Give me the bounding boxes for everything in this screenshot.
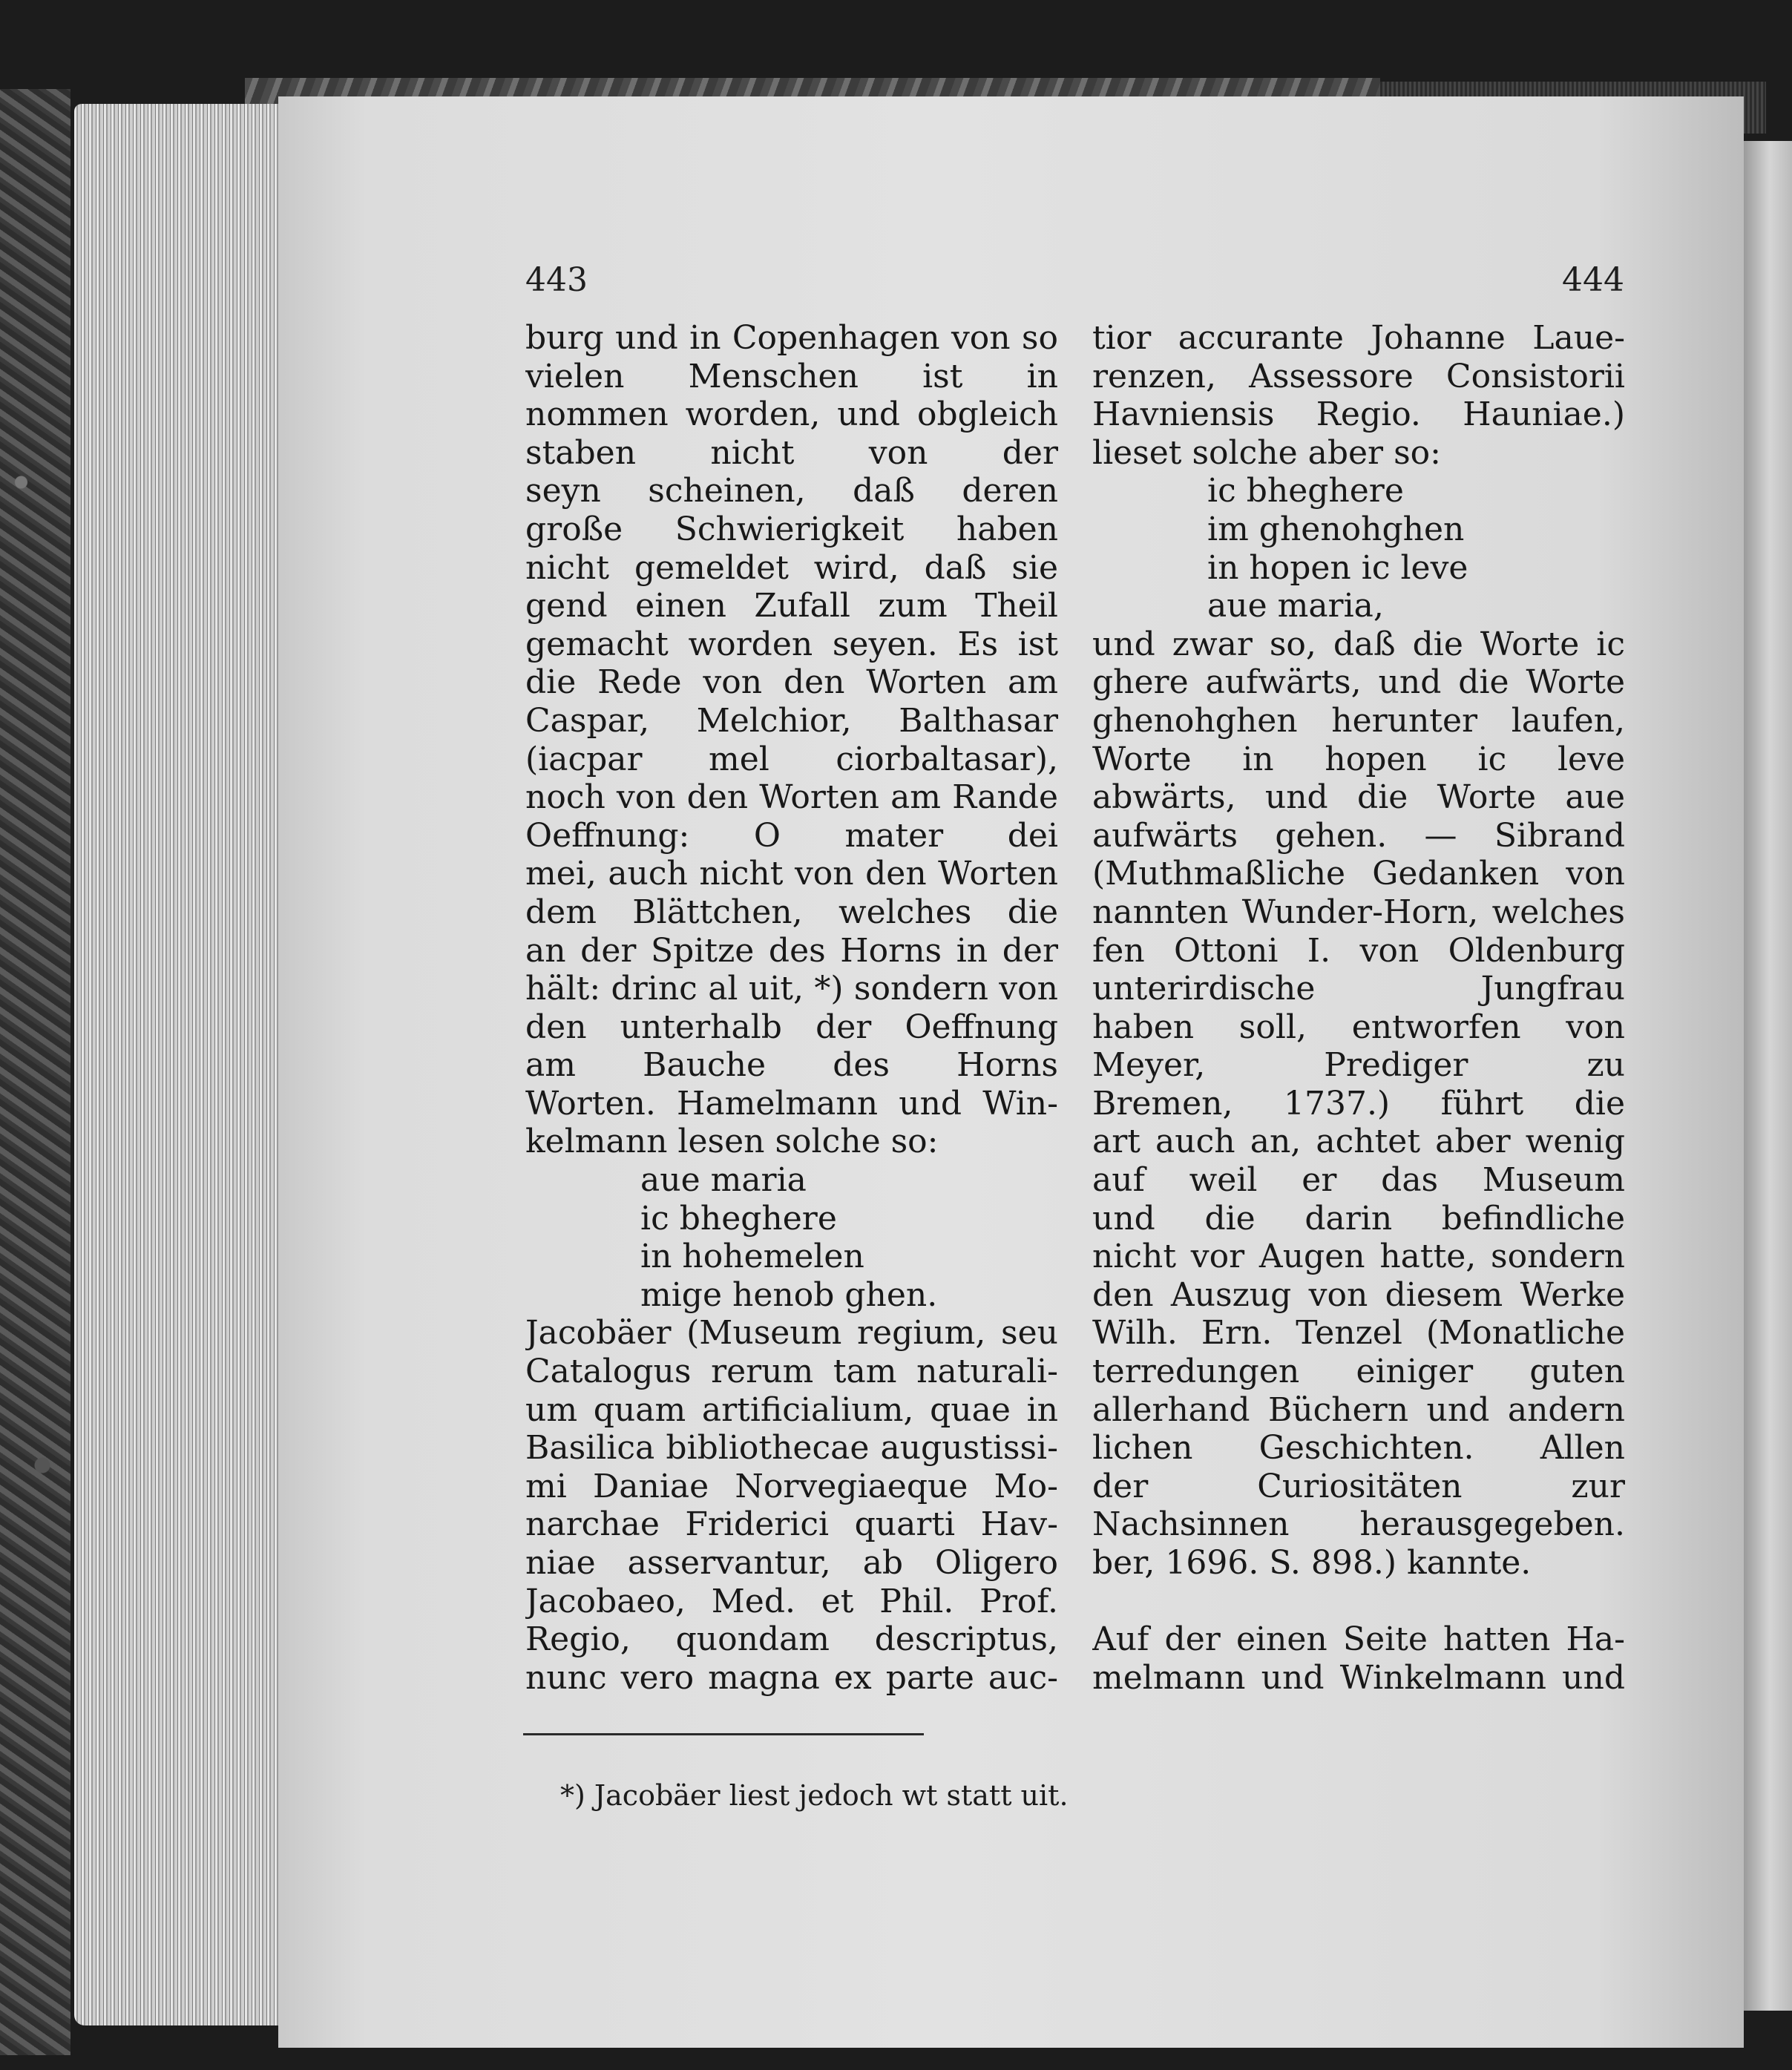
text-line: am Bauche des Horns — [525, 1046, 1058, 1085]
text-line: (iacpar mel ciorbaltasar), — [525, 740, 1058, 778]
text-line: nannten Wunder-Horn, welches — [1092, 893, 1625, 931]
text-line: Havniensis Regio. Hauniae.) — [1092, 395, 1625, 434]
text-line: nicht gemeldet wird, daß sie — [525, 548, 1058, 587]
text-line: Nachsinnen herausgegeben. — [1092, 1505, 1625, 1544]
text-line: die Rede von den Worten am — [525, 663, 1058, 702]
verse-line: ic bheghere — [640, 1199, 837, 1238]
text-line: dem Blättchen, welches die — [525, 893, 1058, 931]
text-line: mei, auch nicht von den Worten — [525, 855, 1058, 893]
text-line: kelmann lesen solche so: — [525, 1123, 939, 1161]
text-line: abwärts, und die Worte aue — [1092, 778, 1625, 817]
text-line: große Schwierigkeit haben — [525, 510, 1058, 548]
text-line: haben soll, entworfen von — [1092, 1008, 1625, 1046]
verse-line: in hohemelen — [640, 1238, 864, 1276]
text-line: staben nicht von der — [525, 433, 1058, 472]
text-line: ghenohghen herunter laufen, — [1092, 701, 1625, 740]
verse-line: ic bheghere — [1207, 472, 1404, 510]
text-line: Catalogus rerum tam naturali- — [525, 1353, 1058, 1391]
text-line: der Curiositäten zur — [1092, 1467, 1625, 1505]
text-line: terredungen einiger guten — [1092, 1353, 1625, 1391]
verse-line: aue maria, — [1207, 587, 1384, 625]
text-line: Auf der einen Seite hatten Ha- — [1092, 1620, 1625, 1659]
text-line: an der Spitze des Horns in der — [525, 931, 1058, 970]
blank-line — [1092, 1583, 1625, 1621]
text-line: ghere aufwärts, und die Worte — [1092, 663, 1625, 702]
text-line: vielen Menschen ist in — [525, 357, 1058, 395]
text-line: Jacobäer (Museum regium, seu — [525, 1314, 1058, 1353]
left-page-number: 443 — [525, 261, 588, 299]
text-line: Worten. Hamelmann und Win- — [525, 1084, 1058, 1123]
verse-line: in hopen ic leve — [1207, 548, 1468, 587]
footnote-rule — [523, 1733, 924, 1735]
text-line: melmann und Winkelmann und — [1092, 1658, 1625, 1697]
verse-line: mige henob ghen. — [640, 1275, 938, 1314]
text-line: Caspar, Melchior, Balthasar — [525, 701, 1058, 740]
footnote: *) Jacobäer liest jedoch wt statt uit. — [560, 1779, 1069, 1812]
text-line: Oeffnung: O mater dei — [525, 816, 1058, 855]
text-line: seyn scheinen, daß deren — [525, 472, 1058, 510]
text-line: Worte in hopen ic leve — [1092, 740, 1625, 778]
book-cover-marbled-edge — [0, 89, 70, 2055]
text-line: Bremen, 1737.) führt die — [1092, 1084, 1625, 1123]
text-line: und die darin befindliche — [1092, 1199, 1625, 1238]
text-line: tior accurante Johanne Laue- — [1092, 319, 1625, 357]
text-line: aufwärts gehen. — Sibrand — [1092, 816, 1625, 855]
text-line: Jacobaeo, Med. et Phil. Prof. — [525, 1582, 1058, 1620]
text-line: allerhand Büchern und andern — [1092, 1390, 1625, 1429]
text-line: hält: drinc al uit, *) sondern von — [525, 970, 1058, 1008]
text-line: ber, 1696. S. 898.) kannte. — [1092, 1544, 1532, 1582]
right-column — [1092, 319, 1625, 1697]
text-line: mi Daniae Norvegiaeque Mo- — [525, 1467, 1058, 1505]
text-line: nunc vero magna ex parte auc- — [525, 1658, 1058, 1697]
text-line: um quam artificialium, quae in — [525, 1390, 1058, 1429]
text-line: (Muthmaßliche Gedanken von — [1092, 855, 1625, 893]
left-column — [525, 319, 1058, 1697]
text-line: lieset solche aber so: — [1092, 433, 1441, 472]
text-line: niae asservantur, ab Oligero — [525, 1544, 1058, 1582]
verse-line: aue maria — [640, 1161, 807, 1200]
text-line: und zwar so, daß die Worte ic — [1092, 625, 1625, 663]
text-line: Meyer, Prediger zu — [1092, 1046, 1625, 1085]
text-line: den Auszug von diesem Werke — [1092, 1275, 1625, 1314]
text-line: fen Ottoni I. von Oldenburg — [1092, 931, 1625, 970]
text-line: gend einen Zufall zum Theil — [525, 587, 1058, 625]
page-stack-edges — [74, 104, 278, 2025]
text-line: lichen Geschichten. Allen — [1092, 1429, 1625, 1468]
text-line: nommen worden, und obgleich — [525, 395, 1058, 434]
text-line: renzen, Assessore Consistorii — [1092, 357, 1625, 395]
text-line: burg und in Copenhagen von so — [525, 319, 1058, 357]
right-page-number: 444 — [1562, 261, 1624, 299]
verse-line: im ghenohghen — [1207, 510, 1465, 548]
text-line: art auch an, achtet aber wenig — [1092, 1123, 1625, 1161]
text-line: Wilh. Ern. Tenzel (Monatliche — [1092, 1314, 1625, 1353]
text-line: noch von den Worten am Rande — [525, 778, 1058, 817]
text-line: den unterhalb der Oeffnung — [525, 1008, 1058, 1046]
facing-page-edge — [1736, 141, 1792, 2011]
text-line: auf weil er das Museum — [1092, 1161, 1625, 1200]
text-line: narchae Friderici quarti Hav- — [525, 1505, 1058, 1544]
text-line: gemacht worden seyen. Es ist — [525, 625, 1058, 663]
text-line: unterirdische Jungfrau — [1092, 970, 1625, 1008]
text-line: Regio, quondam descriptus, — [525, 1620, 1058, 1659]
text-line: Basilica bibliothecae augustissi- — [525, 1429, 1058, 1468]
text-line: nicht vor Augen hatte, sondern — [1092, 1238, 1625, 1276]
